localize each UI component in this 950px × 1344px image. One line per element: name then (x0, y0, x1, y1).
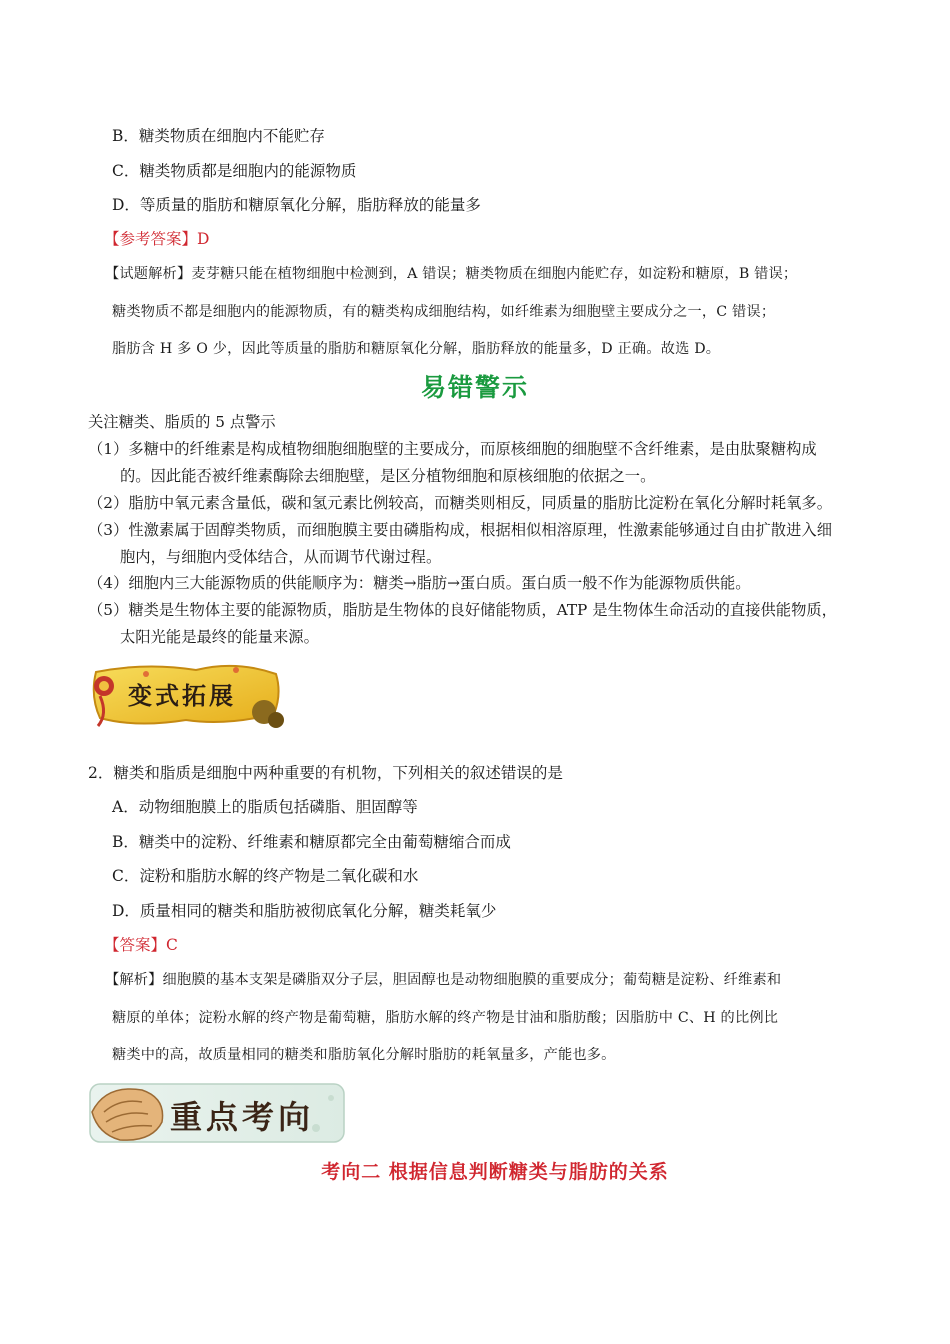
q1-answer (104, 228, 209, 250)
section-title: 考向二 根据信息判断糖类与脂肪的关系 (321, 1161, 669, 1183)
q2-analysis-line-2: 糖原的单体；淀粉水解的终产物是葡萄糖，脂肪水解的终产物是甘油和脂肪酸；因脂肪中 C、H 的比例比 (112, 1010, 779, 1026)
q1-option-b: B．糖类物质在细胞内不能贮存 (112, 127, 325, 145)
warning-item-2 (88, 490, 878, 517)
q1-analysis-line-1: 【试题解析】麦芽糖只能在植物细胞中检测到，A 错误；糖类物质在细胞内能贮存，如淀粉和糖原，B 错误； (105, 266, 798, 282)
q2-answer (104, 934, 178, 956)
warning-item-4-first: （4）细胞内三大能源物质的供能顺序为：糖类→脂肪→蛋白质。蛋白质一般不作为能源物质供能。 (88, 574, 751, 592)
warning-item-5-first: （5）糖类是生物体主要的能源物质，脂肪是生物体的良好储能物质，ATP 是生物体生命活动的直接供能物质， (88, 601, 837, 619)
warning-item-3 (88, 517, 878, 571)
warning-intro: 关注糖类、脂质的 5 点警示 (88, 413, 276, 431)
q1-analysis-line-3: 脂肪含 H 多 O 少，因此等质量的脂肪和糖原氧化分解，脂肪释放的能量多，D 正确。故选 D。 (112, 341, 721, 357)
q2-answer-value: C (166, 936, 178, 954)
warning-title: 易错警示 (420, 373, 529, 402)
q1-answer-value: D (197, 230, 210, 248)
warning-item-3-first: （3）性激素属于固醇类物质，而细胞膜主要由磷脂构成，根据相似相溶原理，性激素能够通过自由扩散进入细 (88, 521, 832, 539)
warning-item-4 (88, 570, 878, 597)
banner-key-direction (86, 1078, 348, 1148)
q2-option-b: B．糖类中的淀粉、纤维素和糖原都完全由葡萄糖缩合而成 (112, 833, 511, 851)
banner-variant-extension-text: 变式拓展 (128, 681, 236, 710)
q2-analysis-line-3: 糖类中的高，故质量相同的糖类和脂肪氧化分解时脂肪的耗氧量多，产能也多。 (112, 1047, 616, 1063)
warning-item-2-first: （2）脂肪中氧元素含量低，碳和氢元素比例较高，而糖类则相反，同质量的脂肪比淀粉在氧化分解时耗氧多。 (88, 494, 832, 512)
warning-item-3-cont: 胞内，与细胞内受体结合，从而调节代谢过程。 (120, 548, 442, 566)
q1-option-c: C．糖类物质都是细胞内的能源物质 (112, 162, 357, 180)
banner-key-direction-text: 重点考向 (170, 1098, 315, 1136)
warning-item-5-cont: 太阳光能是最终的能量来源。 (120, 628, 319, 646)
q2-answer-label: 【答案】 (104, 936, 167, 954)
q2-option-a: A．动物细胞膜上的脂质包括磷脂、胆固醇等 (112, 798, 418, 816)
q2-option-c: C．淀粉和脂肪水解的终产物是二氧化碳和水 (112, 867, 419, 885)
q1-option-d: D．等质量的脂肪和糖原氧化分解，脂肪释放的能量多 (112, 196, 481, 214)
q1-analysis-line-2: 糖类物质不都是细胞内的能源物质，有的糖类构成细胞结构，如纤维素为细胞壁主要成分之一，C 错误； (112, 304, 776, 320)
warning-item-1-cont: 的。因此能否被纤维素酶除去细胞壁，是区分植物细胞和原核细胞的依据之一。 (120, 467, 656, 485)
banner-variant-extension (86, 652, 286, 734)
q1-answer-label: 【参考答案】 (104, 230, 198, 248)
warning-item-5 (88, 597, 878, 651)
q2-analysis-line-1: 【解析】细胞膜的基本支架是磷脂双分子层，胆固醇也是动物细胞膜的重要成分；葡萄糖是淀粉、纤维素和 (105, 972, 782, 988)
warning-item-1-first: （1）多糖中的纤维素是构成植物细胞细胞壁的主要成分，而原核细胞的细胞壁不含纤维素，是由肽聚糖构成 (88, 440, 817, 458)
q2-stem: 2．糖类和脂质是细胞中两种重要的有机物，下列相关的叙述错误的是 (88, 764, 563, 782)
q2-option-d: D．质量相同的糖类和脂肪被彻底氧化分解，糖类耗氧少 (112, 902, 497, 920)
warning-item-1 (88, 436, 878, 490)
